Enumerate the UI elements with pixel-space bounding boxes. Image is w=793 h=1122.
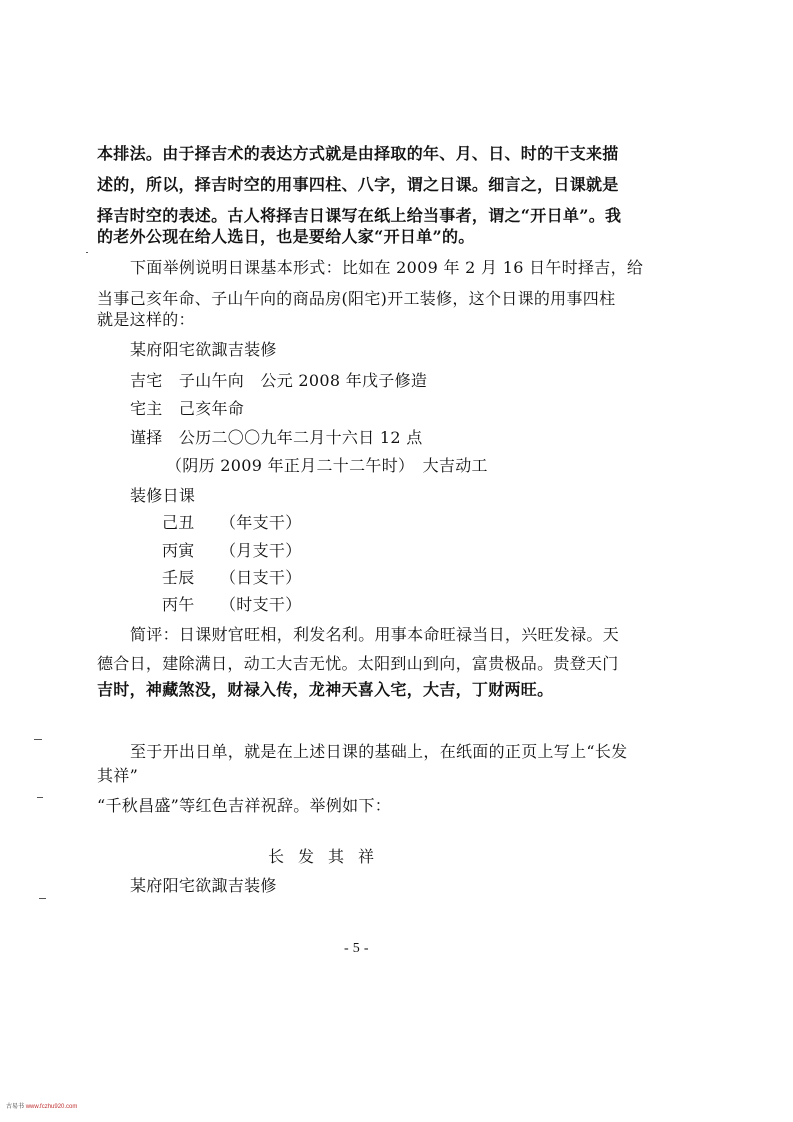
- comment-line: 德合日，建除满日，动工大吉无忧。太阳到山到向，富贵极品。贵登天门: [97, 654, 619, 673]
- body-text-line: 的老外公现在给人选日，也是要给人家“开日单”的。: [97, 227, 475, 246]
- body-text-line: 其祥”: [97, 766, 139, 785]
- pillar-ganzhi: 壬辰: [162, 568, 195, 587]
- example-line: 宅主 己亥年命: [130, 399, 245, 418]
- body-text-line: 当事己亥年命、子山午向的商品房(阳宅)开工装修，这个日课的用事四柱: [97, 289, 616, 308]
- body-text-line: 本排法。由于择吉术的表达方式就是由择取的年、月、日、时的干支来描: [97, 144, 619, 163]
- pillar-note: （时支干）: [220, 595, 302, 614]
- body-text-line: 至于开出日单，就是在上述日课的基础上，在纸面的正页上写上“长发: [130, 742, 628, 761]
- pillar-ganzhi: 丙寅: [162, 541, 195, 560]
- scan-speck: [39, 898, 46, 899]
- footer-url: www.fczhu920.com: [25, 1104, 78, 1110]
- scan-speck: [86, 252, 88, 253]
- footer-site: 古易书: [6, 1104, 25, 1110]
- page-number: - 5 -: [344, 941, 369, 956]
- pillar-ganzhi: 丙午: [162, 595, 195, 614]
- comment-line: 吉时，神藏煞没，财禄入传，龙神天喜入宅，大吉，丁财两旺。: [97, 680, 554, 699]
- pillar-note: （日支干）: [220, 568, 302, 587]
- pillar-ganzhi: 己丑: [162, 513, 195, 532]
- example-line: 吉宅 子山午向 公元 2008 年戊子修造: [130, 371, 428, 390]
- body-text-line: 下面举例说明日课基本形式：比如在 2009 年 2 月 16 日午时择吉，给: [130, 258, 644, 277]
- body-text-line: “千秋昌盛”等红色吉祥祝辞。举例如下：: [97, 796, 392, 815]
- example-line: （阴历 2009 年正月二十二午时） 大吉动工: [166, 456, 488, 475]
- pillar-note: （年支干）: [220, 513, 302, 532]
- scan-speck: [37, 797, 43, 798]
- scan-speck: [34, 739, 42, 740]
- pillar-note: （月支干）: [220, 541, 302, 560]
- blessing-title: 长发其祥: [268, 847, 389, 866]
- body-text-line: 述的，所以，择吉时空的用事四柱、八字，谓之日课。细言之，日课就是: [97, 175, 619, 194]
- example-header: 某府阳宅欲諏吉装修: [130, 340, 277, 359]
- body-text-line: 就是这样的：: [97, 310, 195, 329]
- section-title: 装修日课: [130, 486, 196, 505]
- closing-line: 某府阳宅欲諏吉装修: [130, 876, 277, 895]
- comment-line: 简评：日课财官旺相，利发名利。用事本命旺禄当日，兴旺发禄。天: [130, 625, 620, 644]
- footer-watermark: [6, 1101, 77, 1110]
- body-text-line: 择吉时空的表述。古人将择吉日课写在纸上给当事者，谓之“开日单”。我: [97, 206, 622, 225]
- example-line: 谨择 公历二〇〇九年二月十六日 12 点: [130, 428, 423, 447]
